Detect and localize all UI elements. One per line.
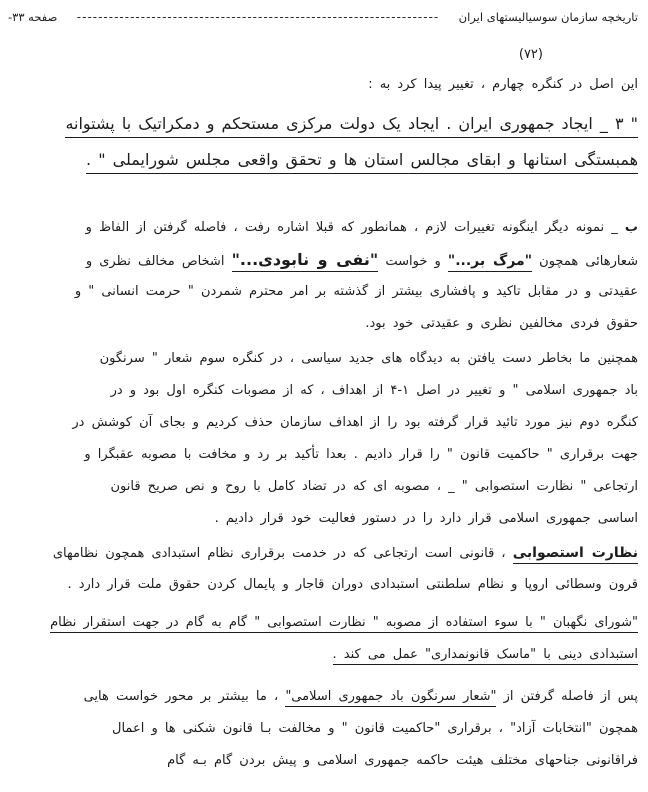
paragraph-b	[8, 212, 638, 340]
paragraph-nezarat-line-2: قرون وسطائی اروپا و نظام سلطنتی استبدادی دوران قاجار و پایمال کردن حقوق ملت قرار دارد .	[67, 577, 638, 592]
paragraph-nezarat-line-1-text: ، قانونی است ارتجاعی که در خدمت برقراری نظام استبدادی همچون نظامهای	[52, 546, 513, 561]
paragraph-b-line-2-text-a: شعارهائی همچون	[532, 254, 638, 269]
paragraph-b-marker: ب	[624, 220, 638, 235]
paragraph-closing-line-1-text-a: پس از فاصله گرفتن از	[496, 689, 638, 704]
intro-line: این اصل در کنگره چهارم ، تغییر پیدا کرد به :	[368, 77, 638, 92]
paragraph-guardian-line-1-text: "شورای نگهبان " با سوء استفاده از مصوبه " نظارت استصوابی " گام به گام در جهت استقرار نظام	[50, 615, 638, 633]
paragraph-congress	[8, 343, 638, 535]
paragraph-b-line-1-text: _ نمونه دیگر اینگونه تغییرات لازم ، همانطور که قبلا اشاره رفت ، فاصله گرفتن از الفاظ و	[85, 220, 625, 235]
header-divider-dashes: --------------------------------------------------------------------	[76, 10, 440, 24]
principle-line-2-text: همبستگی استانها و ابقای مجالس استان ها و تحقق واقعی مجلس شورایملی " .	[86, 150, 638, 174]
paragraph-b-line-2-text-b: و خواست	[378, 254, 448, 269]
nezarat-estesvabi-term: نظارت استصوابی	[513, 545, 638, 564]
paragraph-guardian-line-1	[8, 607, 638, 639]
paragraph-closing	[8, 681, 638, 777]
paragraph-guardian-line-2-text: استبدادی دینی با "ماسک قانونمداری" عمل می کند .	[333, 647, 638, 665]
paragraph-nezarat	[8, 537, 638, 601]
paragraph-closing-line-1-text-b: ، ما بیشتر بر محور خواست هایی	[83, 689, 286, 704]
slogan-nafi-naboodi: "نفی و نابودی..."	[232, 250, 379, 272]
slogan-sarnegoon-underlined: "شعار سرنگون باد جمهوری اسلامی"	[285, 689, 496, 707]
document-title: تاریخچه سازمان سوسیالیستهای ایران	[458, 10, 638, 24]
paragraph-congress-line-1: همچنین ما بخاطر دست یافتن به دیدگاه های جدید سیاسی ، در کنگره سوم شعار " سرنگون	[99, 351, 638, 366]
paragraph-congress-line-2: باد جمهوری اسلامی " و تغییر در اصل ۱-۴ از اهداف ، که از مصوبات کنگره اول بود و در	[110, 383, 638, 398]
paragraph-b-line-2	[8, 244, 638, 276]
principle-quote-block	[8, 106, 638, 178]
paragraph-guardian-council	[8, 607, 638, 671]
paragraph-guardian-line-2	[8, 639, 638, 671]
principle-line-1	[8, 106, 638, 142]
principle-line-1-text: " ۳ _ ایجاد جمهوری ایران . ایجاد یک دولت مرکزی مستحکم و دمکراتیک با پشتوانه	[65, 114, 638, 138]
paragraph-congress-line-5: ارتجاعی " نظارت استصوابی " _ ، مصوبه ای که در تضاد کامل با روح و نص صریح قانون	[110, 479, 638, 494]
paragraph-b-line-3: عقیدتی و در مقابل تاکید و پافشاری بیشتر از گذشته بر امر محترم شمردن " حرمت انسانی " و	[74, 284, 638, 299]
paragraph-closing-line-2: همچون "انتخابات آزاد" ، برقراری "حاکمیت قانون " و مخالفت بـا قانون شکنی ها و اعمال	[112, 721, 638, 736]
slogan-marg-bar: "مرگ بر..."	[448, 253, 532, 272]
page-number-label: صفحه ۳۳-	[8, 10, 58, 24]
paragraph-closing-line-3: فراقانونی جناحهای مختلف هیئت حاکمه جمهوری اسلامی و پیش بردن گام بـه گام	[167, 753, 638, 768]
page-header	[8, 8, 638, 26]
paragraph-congress-line-6: اساسی جمهوری اسلامی قرار دارد را در دستور فعالیت خود قرار دادیم .	[214, 511, 638, 526]
paragraph-b-line-4: حقوق فردی مخالفین نظری و عقیدتی خود بود.	[365, 316, 638, 331]
paragraph-nezarat-line-1	[8, 537, 638, 569]
principle-line-2	[8, 142, 638, 178]
paragraph-closing-line-1	[8, 681, 638, 713]
paragraph-b-line-1	[8, 212, 638, 244]
section-number: (۷۲)	[518, 47, 543, 62]
paragraph-congress-line-3: کنگره دوم نیز مورد تائید قرار گرفته بود را از اهداف سازمان حذف کردیم و بجای آن کوشش در	[72, 415, 638, 430]
paragraph-b-line-2-text-c: اشخاص مخالف نظری و	[85, 254, 232, 269]
paragraph-congress-line-4: جهت برقراری " حاکمیت قانون " را قرار دادیم . بعدا تأکید بر رد و مخافت با مصوبه عقبگرا و	[84, 447, 638, 462]
